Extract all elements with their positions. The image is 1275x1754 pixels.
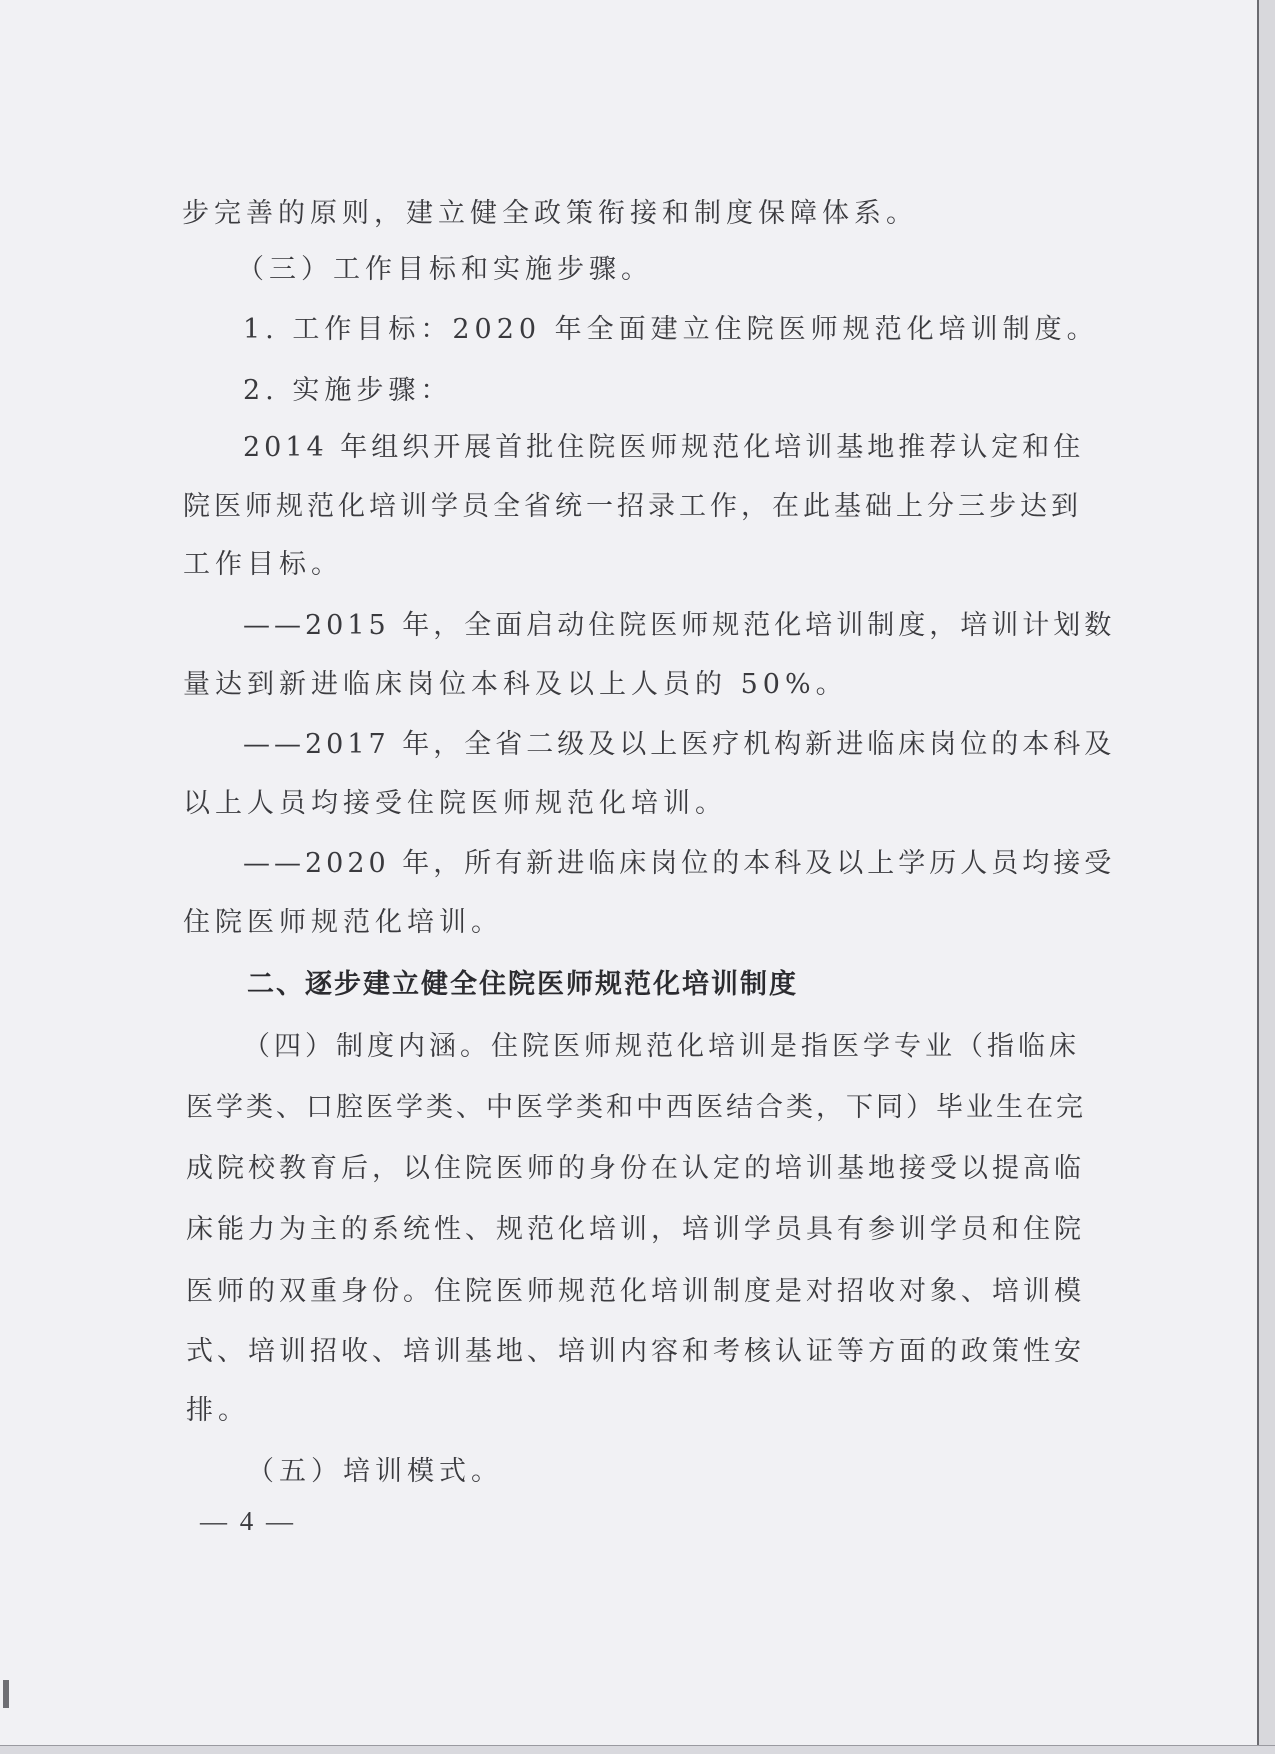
body-line: 住院医师规范化培训。 <box>183 907 503 938</box>
section-heading: （三）工作目标和实施步骤。 <box>237 254 653 285</box>
body-line: ——2015 年，全面启动住院医师规范化培训制度，培训计划数 <box>243 610 1116 641</box>
body-line: 步完善的原则，建立健全政策衔接和制度保障体系。 <box>182 198 918 229</box>
body-line: 2. 实施步骤： <box>243 375 453 406</box>
body-line: ——2020 年，所有新进临床岗位的本科及以上学历人员均接受 <box>243 848 1116 879</box>
body-line: ——2017 年，全省二级及以上医疗机构新进临床岗位的本科及 <box>243 729 1116 760</box>
body-line: 式、培训招收、培训基地、培训内容和考核认证等方面的政策性安 <box>186 1336 1085 1367</box>
section-heading: （五）培训模式。 <box>247 1456 503 1487</box>
chapter-heading: 二、逐步建立健全住院医师规范化培训制度 <box>247 969 798 1000</box>
page-number: — 4 — <box>200 1506 296 1536</box>
body-line: 1. 工作目标：2020 年全面建立住院医师规范化培训制度。 <box>243 314 1099 345</box>
body-line: 工作目标。 <box>183 549 343 580</box>
body-line: 量达到新进临床岗位本科及以上人员的 50%。 <box>183 669 848 700</box>
body-line: 院医师规范化培训学员全省统一招录工作，在此基础上分三步达到 <box>183 491 1082 522</box>
body-line: 排。 <box>186 1395 250 1426</box>
scan-right-edge <box>1257 0 1275 1754</box>
scan-mark <box>3 1680 9 1708</box>
body-line: 医师的双重身份。住院医师规范化培训制度是对招收对象、培训模 <box>186 1276 1085 1307</box>
scan-bottom-edge <box>0 1745 1275 1754</box>
body-line: 以上人员均接受住院医师规范化培训。 <box>183 788 727 819</box>
body-line: 医学类、口腔医学类、中医学类和中西医结合类，下同）毕业生在完 <box>186 1092 1086 1123</box>
body-line: 成院校教育后，以住院医师的身份在认定的培训基地接受以提高临 <box>186 1153 1085 1184</box>
body-line: 2014 年组织开展首批住院医师规范化培训基地推荐认定和住 <box>243 432 1085 463</box>
body-line: 床能力为主的系统性、规范化培训，培训学员具有参训学员和住院 <box>186 1214 1085 1245</box>
body-line: （四）制度内涵。住院医师规范化培训是指医学专业（指临床 <box>243 1031 1080 1062</box>
